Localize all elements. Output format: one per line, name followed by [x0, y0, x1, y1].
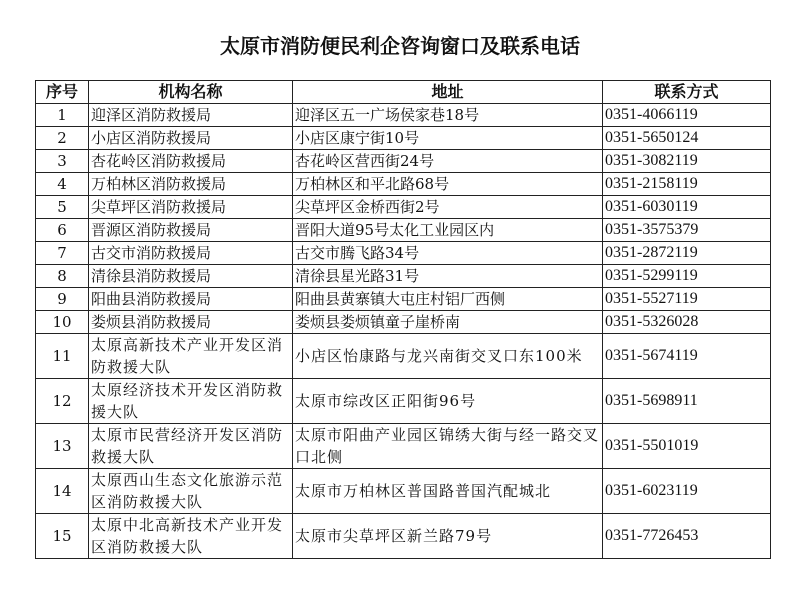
table-row: [36, 424, 771, 469]
document-title: 太原市消防便民利企咨询窗口及联系电话: [220, 34, 580, 58]
agency-name: 迎泽区消防救援局: [89, 104, 293, 127]
row-number: 3: [36, 150, 89, 173]
address: 娄烦县娄烦镇童子崖桥南: [293, 311, 603, 334]
row-number: 10: [36, 311, 89, 334]
row-number: 13: [36, 424, 89, 469]
phone-number: 0351-2872119: [603, 242, 771, 265]
address: 杏花岭区营西街24号: [293, 150, 603, 173]
table-row: [36, 379, 771, 424]
header-seq: 序号: [36, 81, 89, 104]
row-number: 2: [36, 127, 89, 150]
phone-number: 0351-6030119: [603, 196, 771, 219]
phone-number: 0351-5650124: [603, 127, 771, 150]
agency-name: 晋源区消防救援局: [89, 219, 293, 242]
address: 尖草坪区金桥西街2号: [293, 196, 603, 219]
address: 小店区康宁街10号: [293, 127, 603, 150]
address: 阳曲县黄寨镇大屯庄村铝厂西侧: [293, 288, 603, 311]
agency-name: 太原市民营经济开发区消防救援大队: [89, 424, 293, 469]
phone-number: 0351-2158119: [603, 173, 771, 196]
phone-number: 0351-5674119: [603, 334, 771, 379]
row-number: 7: [36, 242, 89, 265]
header-address: 地址: [293, 81, 603, 104]
table-row: [36, 127, 771, 150]
row-number: 15: [36, 514, 89, 559]
phone-number: 0351-5501019: [603, 424, 771, 469]
table-header-row: [36, 81, 771, 104]
table-row: [36, 334, 771, 379]
agency-name: 小店区消防救援局: [89, 127, 293, 150]
row-number: 5: [36, 196, 89, 219]
address: 清徐县星光路31号: [293, 265, 603, 288]
address: 迎泽区五一广场侯家巷18号: [293, 104, 603, 127]
agency-name: 杏花岭区消防救援局: [89, 150, 293, 173]
agency-name: 尖草坪区消防救援局: [89, 196, 293, 219]
phone-number: 0351-5299119: [603, 265, 771, 288]
table-row: [36, 288, 771, 311]
agency-name: 太原西山生态文化旅游示范区消防救援大队: [89, 469, 293, 514]
row-number: 1: [36, 104, 89, 127]
phone-number: 0351-3082119: [603, 150, 771, 173]
agency-name: 古交市消防救援局: [89, 242, 293, 265]
agency-name: 清徐县消防救援局: [89, 265, 293, 288]
phone-number: 0351-5698911: [603, 379, 771, 424]
address: 万柏林区和平北路68号: [293, 173, 603, 196]
table-row: [36, 469, 771, 514]
header-phone: 联系方式: [603, 81, 771, 104]
address: 太原市综改区正阳街96号: [293, 379, 603, 424]
phone-number: 0351-5527119: [603, 288, 771, 311]
header-name: 机构名称: [89, 81, 293, 104]
row-number: 9: [36, 288, 89, 311]
address: 太原市阳曲产业园区锦绣大街与经一路交叉口北侧: [293, 424, 603, 469]
row-number: 12: [36, 379, 89, 424]
agency-name: 太原经济技术开发区消防救援大队: [89, 379, 293, 424]
table-row: [36, 514, 771, 559]
table-row: [36, 196, 771, 219]
phone-number: 0351-7726453: [603, 514, 771, 559]
agency-name: 万柏林区消防救援局: [89, 173, 293, 196]
table-row: [36, 265, 771, 288]
row-number: 6: [36, 219, 89, 242]
phone-number: 0351-4066119: [603, 104, 771, 127]
table-row: [36, 219, 771, 242]
address: 晋阳大道95号太化工业园区内: [293, 219, 603, 242]
phone-number: 0351-6023119: [603, 469, 771, 514]
phone-number: 0351-3575379: [603, 219, 771, 242]
contact-table: [35, 80, 771, 559]
row-number: 8: [36, 265, 89, 288]
agency-name: 太原高新技术产业开发区消防救援大队: [89, 334, 293, 379]
address: 古交市腾飞路34号: [293, 242, 603, 265]
table-row: [36, 173, 771, 196]
address: 太原市尖草坪区新兰路79号: [293, 514, 603, 559]
agency-name: 阳曲县消防救援局: [89, 288, 293, 311]
table-row: [36, 150, 771, 173]
table-row: [36, 104, 771, 127]
phone-number: 0351-5326028: [603, 311, 771, 334]
agency-name: 太原中北高新技术产业开发区消防救援大队: [89, 514, 293, 559]
table-row: [36, 242, 771, 265]
address: 太原市万柏林区普国路普国汽配城北: [293, 469, 603, 514]
row-number: 14: [36, 469, 89, 514]
row-number: 11: [36, 334, 89, 379]
row-number: 4: [36, 173, 89, 196]
table-row: [36, 311, 771, 334]
agency-name: 娄烦县消防救援局: [89, 311, 293, 334]
address: 小店区怡康路与龙兴南街交叉口东100米: [293, 334, 603, 379]
